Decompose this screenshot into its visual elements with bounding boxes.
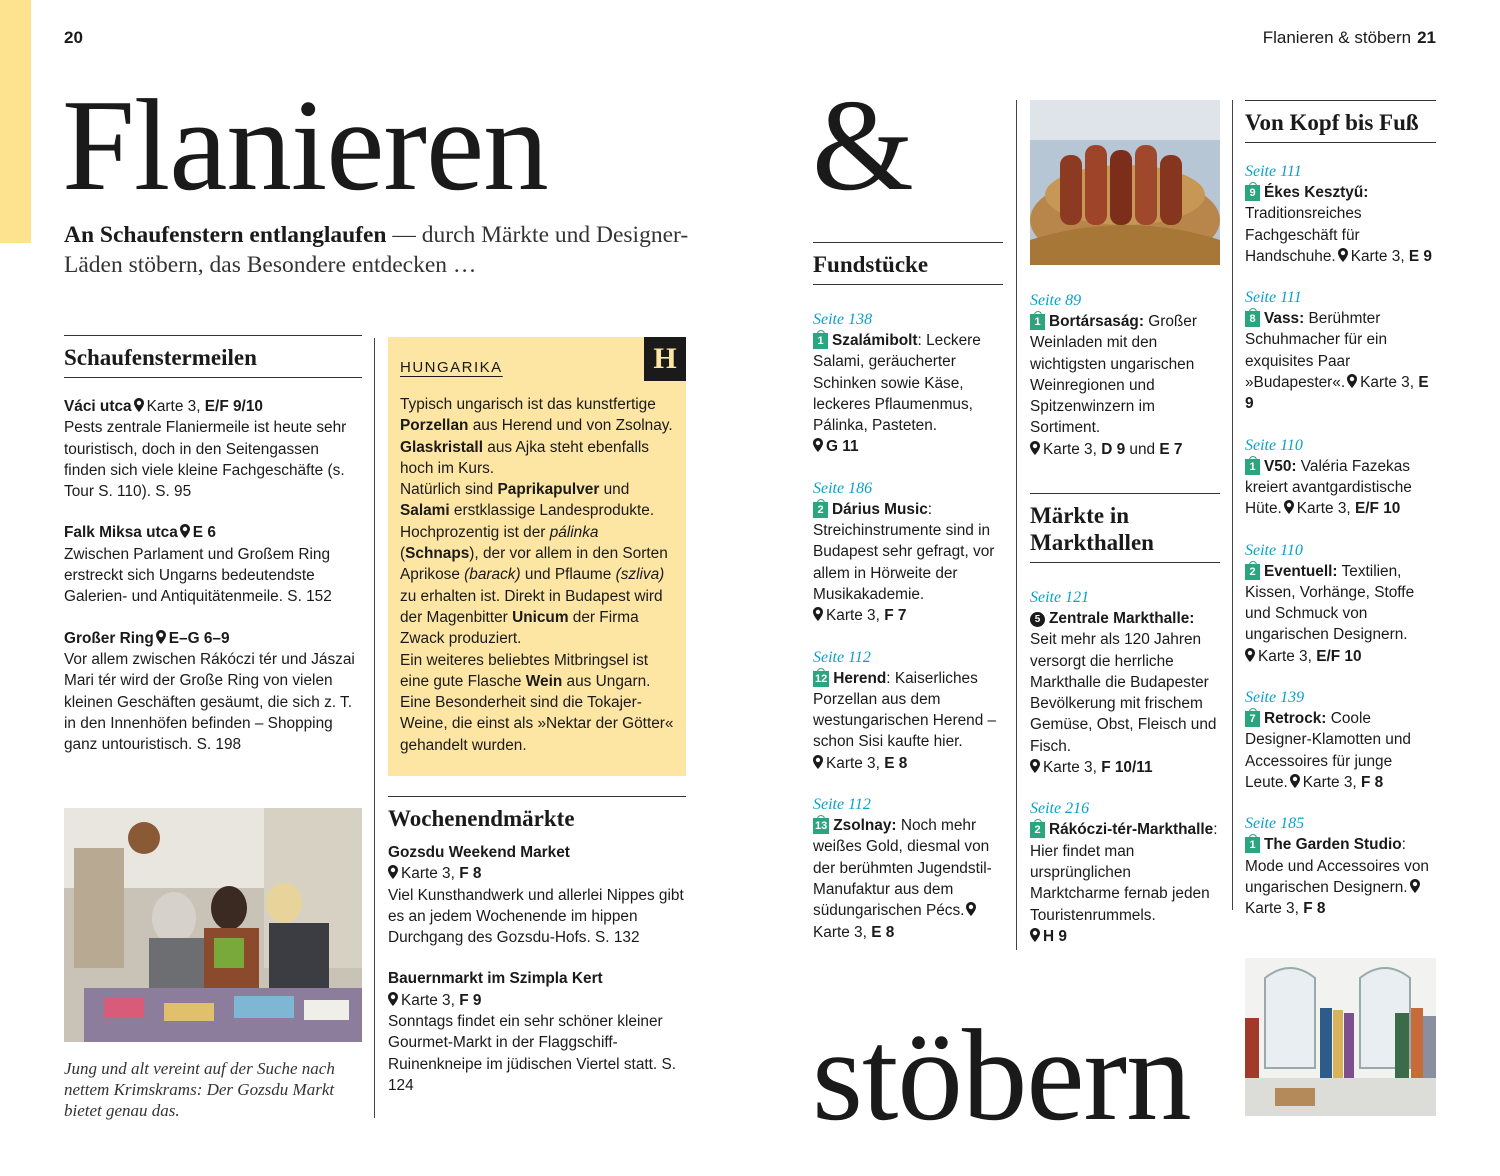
intro-bold: An Schaufenstern entlanglaufen [64, 222, 387, 248]
list-item: Váci utca Karte 3, E/F 9/10 Pests zentrale Flaniermeile ist heute sehr touristisch, doch in den Seitengassen finden sich viele kleine Fachgeschäfte (s. Tour S. 110). S. 95 [64, 398, 347, 501]
headline-ampersand: & [812, 73, 913, 218]
map-pin-icon [1030, 928, 1040, 942]
hungarika-box [388, 337, 686, 776]
list-item: Seite 89 1 Bortársaság: Großer Weinladen mit den wichtigsten ungarischen Weinregionen und Spitzenwinzern im Sortiment. Karte 3, D 9 und E 7 [1030, 290, 1220, 460]
column-divider [374, 338, 375, 1118]
page-reference[interactable]: Seite 121 [1030, 589, 1090, 606]
page-reference[interactable]: Seite 138 [813, 311, 873, 328]
page-reference[interactable]: Seite 110 [1245, 541, 1303, 559]
map-pin-icon [1284, 500, 1294, 514]
sausage-photo [1030, 100, 1220, 265]
shop-badge-icon: 1 [1030, 314, 1045, 330]
shop-badge-icon: 7 [1245, 711, 1260, 727]
page-reference[interactable]: Seite 111 [1245, 289, 1302, 307]
list-item: Großer Ring E–G 6–9 Vor allem zwischen Rákóczi tér und Jászai Mari tér wird der Große Ring von vielen kleinen Geschäften gesäumt, die sich z. T. in den Innenhöfen befinden – Shopping ganz untouristisch. S. 198 [64, 629, 355, 754]
map-pin-icon [1347, 374, 1357, 388]
market-badge-icon: 5 [1030, 612, 1045, 627]
shop-badge-icon: 1 [1245, 837, 1260, 853]
wochenend-section [388, 796, 686, 1116]
map-pin-icon [180, 524, 190, 538]
map-pin-icon [388, 992, 398, 1006]
markthallen-section [1030, 493, 1220, 967]
column-divider [1232, 100, 1233, 910]
map-pin-icon [1410, 879, 1420, 893]
shop-badge-icon: 2 [813, 502, 828, 518]
kopf-section [1245, 100, 1436, 939]
map-pin-icon [134, 398, 144, 412]
map-pin-icon [1290, 774, 1300, 788]
page-reference[interactable]: Seite 186 [813, 479, 873, 497]
hungarika-text: Typisch ungarisch ist das kunstfertige Porzellan aus Herend und von Zsolnay. Glaskristall aus Ajka steht ebenfalls hoch im Kurs. Natürlich sind Paprikapulver und Salami erstklassige Landesprodukte. Hochprozentig ist der pálinka (Schnaps), der vor allem in den Sorten Aprikose (barack) und Pflaume (szliva) zu erhalten ist. Direkt in Budapest wird der Magenbitter Unicum der Firma Zwack produziert. Ein weiteres beliebtes Mitbringsel ist eine gute Flasche Wein aus Ungarn. Eine Besonderheit sind die Tokajer-Weine, die einst als »Nektar der Götter« gehandelt wurden. [400, 396, 674, 754]
map-pin-icon [156, 630, 166, 644]
section-heading: Schaufenstermeilen [64, 335, 362, 378]
map-pin-icon [813, 755, 823, 769]
section-heading: Wochenendmärkte [388, 796, 686, 834]
yellow-edge-tab [0, 0, 31, 243]
running-header [1263, 28, 1436, 48]
map-pin-icon [1030, 759, 1040, 773]
list-item: Seite 138 1 Szalámibolt: Leckere Salami, geräucherter Schinken sowie Käse, leckeres Pflaumenmus, Pálinka, Pasteten. G 11 [813, 309, 1003, 458]
page-number-right: 21 [1417, 28, 1436, 47]
section-heading: Märkte in Markthallen [1030, 493, 1220, 563]
shop-photo [1245, 958, 1436, 1116]
list-item: Seite 111 9 Ékes Kesztyű: Traditionsreiches Fachgeschäft für Handschuhe. Karte 3, E 9 [1245, 161, 1436, 267]
list-item: Seite 139 7 Retrock: Coole Designer-Klamotten und Accessoires für junge Leute. Karte 3, F 8 [1245, 687, 1436, 793]
shop-badge-icon: 1 [1245, 459, 1260, 475]
list-item: Seite 110 2 Eventuell: Textilien, Kissen, Vorhänge, Stoffe und Schmuck von ungarischen Designern. Karte 3, E/F 10 [1245, 540, 1436, 667]
list-item: Seite 216 2 Rákóczi-tér-Markthalle: Hier findet man ursprünglichen Marktcharme fernab jeden Touristenrummels. H 9 [1030, 798, 1220, 947]
list-item: Bauernmarkt im Szimpla Kert Karte 3, F 9 Sonntags findet ein sehr schöner kleiner Gourmet-Markt in der Flaggschiff-Ruinenkneipe im jüdischen Viertel statt. S. 124 [388, 970, 677, 1094]
list-item: Falk Miksa utca E 6 Zwischen Parlament und Großem Ring erstreckt sich Ungarns bedeutendste Galerien- und Antiquitätenmeile. S. 152 [64, 524, 332, 606]
market-photo [64, 808, 362, 1042]
map-pin-icon [813, 607, 823, 621]
list-item: Seite 186 2 Dárius Music: Streichinstrumente sind in Budapest sehr gefragt, vor allem in Hörweite der Musikakademie. Karte 3, F 7 [813, 478, 1003, 627]
page-reference[interactable]: Seite 111 [1245, 163, 1302, 180]
shop-badge-icon: 2 [1245, 564, 1260, 580]
running-title: Flanieren & stöbern [1262, 28, 1412, 47]
hungarika-badge: H [644, 337, 686, 381]
intro-text [64, 220, 704, 280]
page-reference[interactable]: Seite 185 [1245, 815, 1305, 833]
list-item: Seite 185 1 The Garden Studio: Mode und Accessoires von ungarischen Designern. Karte 3, F 8 [1245, 813, 1436, 919]
map-pin-icon [1245, 648, 1255, 662]
map-pin-icon [1030, 441, 1040, 455]
headline-stoebern: stöbern [812, 1003, 1191, 1148]
page-reference[interactable]: Seite 216 [1030, 800, 1090, 818]
list-item: Seite 112 13 Zsolnay: Noch mehr weißes Gold, diesmal von der berühmten Jugendstil-Manufaktur aus dem südungarischen Pécs. Karte 3, E 8 [813, 794, 1003, 943]
shop-badge-icon: 1 [813, 333, 828, 349]
shop-badge-icon: 9 [1245, 185, 1260, 201]
schaufenster-section [64, 335, 362, 775]
shop-badge-icon: 12 [815, 672, 828, 685]
page-reference[interactable]: Seite 89 [1030, 292, 1082, 309]
list-item: Seite 121 5 Zentrale Markthalle: Seit mehr als 120 Jahren versorgt die herrliche Markthalle die Budapester Bevölkerung mit frischem Gemüse, Obst, Fleisch und Fisch. Karte 3, F 10/11 [1030, 587, 1220, 778]
column-divider [1016, 100, 1017, 950]
map-pin-icon [813, 438, 823, 452]
list-item: Seite 111 8 Vass: Berühmter Schuhmacher für ein exquisites Paar »Budapester«. Karte 3, E 9 [1245, 287, 1436, 414]
shop-badge-icon: 2 [1030, 822, 1045, 838]
list-item: Gozsdu Weekend Market Karte 3, F 8 Viel Kunsthandwerk und allerlei Nippes gibt es an jedem Wochenende im hippen Durchgang des Gozsdu-Hofs. S. 132 [388, 844, 684, 947]
fundstuecke-section [813, 242, 1003, 963]
hungarika-title: HUNGARIKA [400, 359, 503, 376]
map-pin-icon [966, 902, 976, 916]
map-pin-icon [388, 865, 398, 879]
map-pin-icon [1338, 248, 1348, 262]
page-number-left: 20 [64, 28, 83, 47]
section-heading: Fundstücke [813, 242, 1003, 285]
page-reference[interactable]: Seite 139 [1245, 689, 1305, 707]
section-heading: Von Kopf bis Fuß [1245, 100, 1436, 143]
page-reference[interactable]: Seite 110 [1245, 436, 1303, 454]
intro-rest: — durch Märkte und Designer-Läden stöbern, das Besondere entdecken … [64, 222, 689, 278]
shop-badge-icon: 13 [815, 820, 828, 833]
list-item: Seite 110 1 V50: Valéria Fazekas kreiert avantgardistische Hüte. Karte 3, E/F 10 [1245, 435, 1436, 520]
photo-caption: Jung und alt vereint auf der Suche nach nettem Krimskrams: Der Gozsdu Markt bietet genau das. [64, 1059, 335, 1120]
page-reference[interactable]: Seite 112 [813, 648, 871, 666]
headline-flanieren: Flanieren [62, 73, 548, 218]
shop-badge-icon: 8 [1245, 311, 1260, 327]
list-item: Seite 112 12 Herend: Kaiserliches Porzellan aus dem westungarischen Herend – schon Sisi kaufte hier. Karte 3, E 8 [813, 647, 1003, 774]
page-reference[interactable]: Seite 112 [813, 796, 871, 814]
